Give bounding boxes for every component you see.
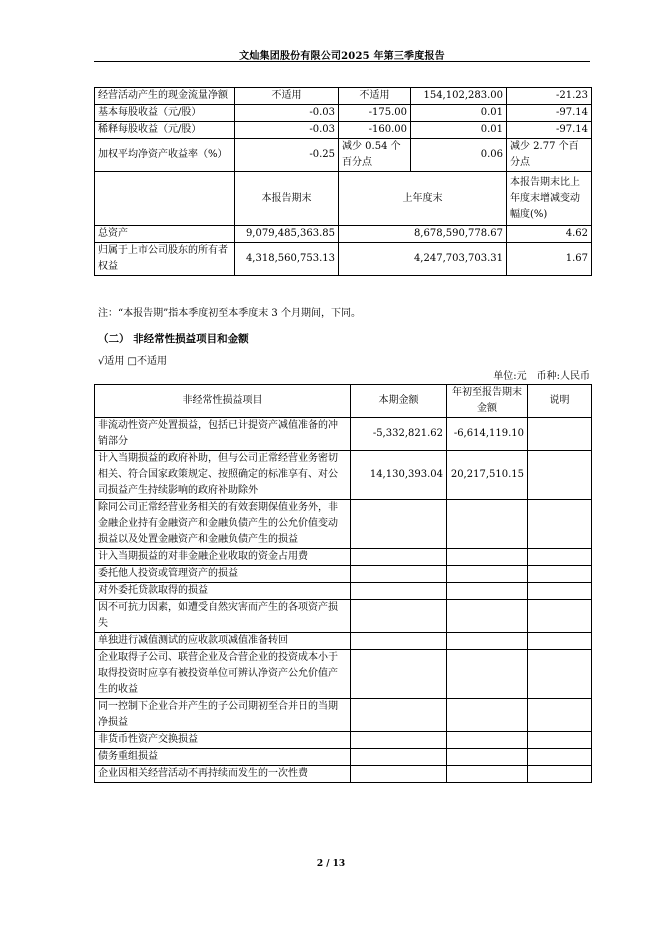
table-row xyxy=(95,243,592,276)
table-cell xyxy=(528,418,592,451)
section-title: （二） 非经常性损益项目和金额 xyxy=(98,333,249,345)
table-header-cell: 本期金额 xyxy=(351,385,447,418)
table-cell: 14,130,393.04 xyxy=(351,451,447,500)
table-header-cell: 本报告期末 xyxy=(235,172,339,226)
table-cell: 总资产 xyxy=(95,226,235,243)
table-cell xyxy=(528,549,592,566)
table-row xyxy=(95,418,592,451)
table-cell xyxy=(351,732,447,749)
table-header-cell: 年初至报告期末金额 xyxy=(447,385,528,418)
table-cell: 委托他人投资或管理资产的损益 xyxy=(95,566,351,583)
table-cell: 企业因相关经营活动不再持续而发生的一次性费 xyxy=(95,766,351,783)
table-cell: 不适用 xyxy=(339,88,411,105)
table-subheader-row xyxy=(95,172,592,226)
page-number: 2 / 13 xyxy=(316,859,346,869)
table-row xyxy=(95,699,592,732)
financial-indicators-table xyxy=(94,87,592,276)
table-cell: 经营活动产生的现金流量净额 xyxy=(95,88,235,105)
table-cell xyxy=(447,600,528,633)
table-cell: 4,318,560,753.13 xyxy=(235,243,339,276)
table-cell xyxy=(351,583,447,600)
table-cell: -0.03 xyxy=(235,122,339,139)
table-cell xyxy=(351,600,447,633)
table-cell xyxy=(447,549,528,566)
table-note: 注：“本报告期”指本季度初至本季度末 3 个月期间，下同。 xyxy=(98,308,361,319)
table-cell xyxy=(528,500,592,549)
table-cell: -21.23 xyxy=(507,88,592,105)
table-cell xyxy=(351,650,447,699)
table-cell: 9,079,485,363.85 xyxy=(235,226,339,243)
table-cell xyxy=(351,766,447,783)
table-cell: 0.01 xyxy=(411,122,507,139)
table-cell xyxy=(447,566,528,583)
table-cell xyxy=(351,633,447,650)
table-row xyxy=(95,226,592,243)
table-cell xyxy=(528,566,592,583)
table-cell: -97.14 xyxy=(507,105,592,122)
table-row xyxy=(95,500,592,549)
table-header-row xyxy=(95,385,592,418)
currency-unit: 单位:元 xyxy=(493,371,527,382)
page-header-title: 文灿集团股份有限公司2025 年第三季度报告 xyxy=(239,51,445,62)
table-cell: 归属于上市公司股东的所有者权益 xyxy=(95,243,235,276)
applicability-checkbox-text: √适用 □不适用 xyxy=(98,356,167,367)
table-cell xyxy=(528,650,592,699)
table-row xyxy=(95,105,592,122)
table-cell: -97.14 xyxy=(507,122,592,139)
table-cell xyxy=(447,749,528,766)
table-cell: 基本每股收益（元/股） xyxy=(95,105,235,122)
table-cell xyxy=(528,766,592,783)
table-cell: 0.06 xyxy=(411,139,507,172)
table-cell: 除同公司正常经营业务相关的有效套期保值业务外，非金融企业持有金融资产和金融负债产生的公允价值变动损益以及处置金融资产和金融负债产生的损益 xyxy=(95,500,351,549)
table-cell xyxy=(528,633,592,650)
table-cell xyxy=(447,699,528,732)
table-cell: 4,247,703,703.31 xyxy=(339,243,507,276)
table-cell: 0.01 xyxy=(411,105,507,122)
table-row xyxy=(95,549,592,566)
table-cell: 企业取得子公司、联营企业及合营企业的投资成本小于取得投资时应享有被投资单位可辨认净资产公允价值产生的收益 xyxy=(95,650,351,699)
table-cell: -0.25 xyxy=(235,139,339,172)
table-cell: 单独进行减值测试的应收款项减值准备转回 xyxy=(95,633,351,650)
table-row xyxy=(95,122,592,139)
table-cell xyxy=(351,500,447,549)
table-cell xyxy=(447,500,528,549)
table-cell: 8,678,590,778.67 xyxy=(339,226,507,243)
table-cell: 1.67 xyxy=(507,243,592,276)
table-cell: 不适用 xyxy=(235,88,339,105)
table-cell: 计入当期损益的政府补助，但与公司正常经营业务密切相关、符合国家政策规定、按照确定的标准享有、对公司损益产生持续影响的政府补助除外 xyxy=(95,451,351,500)
table-cell xyxy=(351,566,447,583)
unit-label xyxy=(483,367,590,382)
table-cell xyxy=(528,600,592,633)
table-cell xyxy=(528,749,592,766)
table-cell: 减少 2.77 个百分点 xyxy=(507,139,592,172)
table-cell: -160.00 xyxy=(339,122,411,139)
header-divider xyxy=(94,61,590,62)
table-cell: 对外委托贷款取得的损益 xyxy=(95,583,351,600)
table-cell: 154,102,283.00 xyxy=(411,88,507,105)
table-header-cell: 说明 xyxy=(528,385,592,418)
table-cell: -6,614,119.10 xyxy=(447,418,528,451)
table-row xyxy=(95,583,592,600)
table-cell xyxy=(351,549,447,566)
table-cell xyxy=(447,583,528,600)
table-row xyxy=(95,600,592,633)
table-row xyxy=(95,732,592,749)
table-cell: 稀释每股收益（元/股） xyxy=(95,122,235,139)
currency-type: 币种:人民币 xyxy=(536,371,590,382)
table-row xyxy=(95,749,592,766)
table-cell xyxy=(447,633,528,650)
table-cell: 同一控制下企业合并产生的子公司期初至合并日的当期净损益 xyxy=(95,699,351,732)
table-row xyxy=(95,88,592,105)
table-cell: 计入当期损益的对非金融企业收取的资金占用费 xyxy=(95,549,351,566)
table-cell: 加权平均净资产收益率（%） xyxy=(95,139,235,172)
table-cell: 4.62 xyxy=(507,226,592,243)
table-cell xyxy=(528,699,592,732)
table-row xyxy=(95,633,592,650)
table-row xyxy=(95,566,592,583)
table-row xyxy=(95,650,592,699)
table-cell xyxy=(351,749,447,766)
table-cell xyxy=(447,766,528,783)
table-cell xyxy=(447,650,528,699)
table-cell xyxy=(95,172,235,226)
table-cell: -0.03 xyxy=(235,105,339,122)
table-cell xyxy=(528,732,592,749)
table-cell: 因不可抗力因素，如遭受自然灾害而产生的各项资产损失 xyxy=(95,600,351,633)
table-cell xyxy=(528,583,592,600)
table-cell xyxy=(447,732,528,749)
table-row xyxy=(95,766,592,783)
table-cell: 减少 0.54 个百分点 xyxy=(339,139,411,172)
table-cell: 非货币性资产交换损益 xyxy=(95,732,351,749)
table-row xyxy=(95,139,592,172)
non-recurring-items-table xyxy=(94,384,592,783)
table-header-cell: 本报告期末比上年度末增减变动幅度(%) xyxy=(507,172,592,226)
table-cell: 20,217,510.15 xyxy=(447,451,528,500)
table-row xyxy=(95,451,592,500)
table-cell: 债务重组损益 xyxy=(95,749,351,766)
table-cell: -5,332,821.62 xyxy=(351,418,447,451)
table-cell xyxy=(528,451,592,500)
table-cell xyxy=(351,699,447,732)
table-cell: 非流动性资产处置损益，包括已计提资产减值准备的冲销部分 xyxy=(95,418,351,451)
table-cell: -175.00 xyxy=(339,105,411,122)
table-header-cell: 非经常性损益项目 xyxy=(95,385,351,418)
table-header-cell: 上年度末 xyxy=(339,172,507,226)
